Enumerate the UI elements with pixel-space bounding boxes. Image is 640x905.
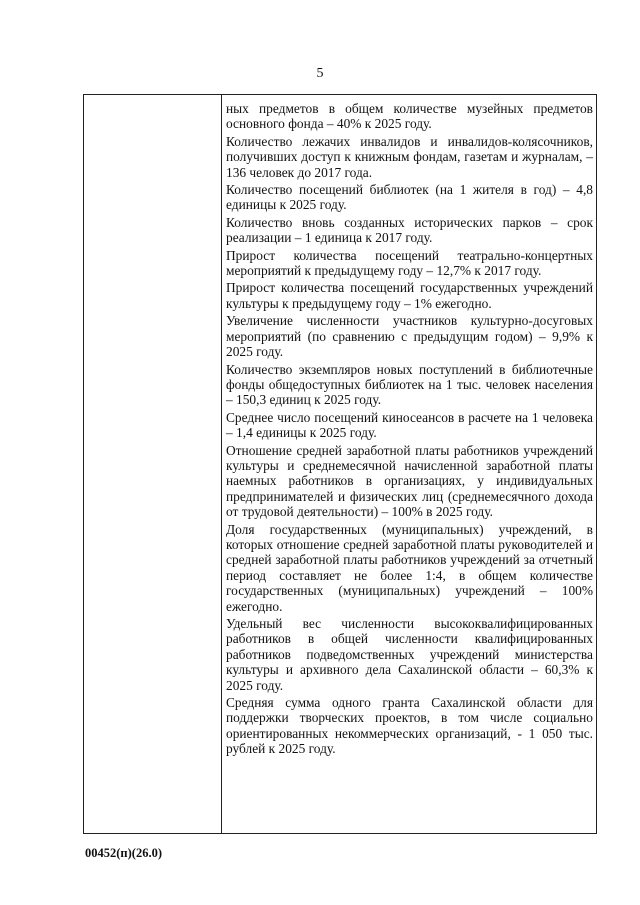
indicator-paragraph: Средняя сумма одного гранта Сахалинской области для поддержки творческих проектов, в том числе социально ориентированных некоммерческих организаций, - 1 050 тыс. рублей к 2025 году.: [226, 695, 593, 757]
indicator-paragraph: ных предметов в общем количестве музейных предметов основного фонда – 40% к 2025 году.: [226, 101, 593, 132]
indicator-paragraph: Доля государственных (муниципальных) учреждений, в которых отношение средней заработной платы руководителей и средней заработной платы работников учреждений за отчетный период составляет не более 1:4, в общем количестве государственных (муниципальных) учреждений – 100% ежегодно.: [226, 521, 593, 614]
table-cell-indicators: [226, 101, 593, 759]
indicator-paragraph: Прирост количества посещений государственных учреждений культуры к предыдущему году – 1% ежегодно.: [226, 280, 593, 311]
indicator-paragraph: Количество посещений библиотек (на 1 жителя в год) – 4,8 единицы к 2025 году.: [226, 182, 593, 213]
indicator-paragraph: Количество экземпляров новых поступлений в библиотечные фонды общедоступных библиотек на 1 тыс. человек населения – 150,3 единиц к 2025 году.: [226, 361, 593, 408]
document-table: [83, 94, 597, 834]
page-number: 5: [316, 66, 324, 81]
indicator-paragraph: Количество вновь созданных исторических парков – срок реализации – 1 единица к 2017 году.: [226, 214, 593, 246]
document-code: 00452(п)(26.0): [85, 846, 162, 860]
indicator-paragraph: Удельный вес численности высококвалифицированных работников в общей численности квалифицированных работников подведомственных учреждений министерства культуры и архивного дела Сахалинской области – 60,3% к 2025 году.: [226, 616, 593, 693]
indicator-paragraph: Прирост количества посещений театрально-концертных мероприятий к предыдущему году – 12,7% к 2017 году.: [226, 247, 593, 279]
indicator-paragraph: Увеличение численности участников культурно-досуговых мероприятий (по сравнению с предыдущим годом) – 9,9% к 2025 году.: [226, 313, 593, 360]
column-divider: [221, 95, 222, 833]
indicator-paragraph: Среднее число посещений киносеансов в расчете на 1 человека – 1,4 единицы к 2025 году.: [226, 409, 593, 441]
indicator-paragraph: Количество лежачих инвалидов и инвалидов-колясочников, получивших доступ к книжным фондам, газетам и журналам, –136 человек до 2017 года.: [226, 133, 593, 180]
indicator-paragraph: Отношение средней заработной платы работников учреждений культуры и среднемесячной начисленной заработной платы наемных работников в организациях, у индивидуальных предпринимателей и физических лиц (среднемесячного дохода от трудовой деятельности) – 100% в 2025 году.: [226, 442, 593, 520]
